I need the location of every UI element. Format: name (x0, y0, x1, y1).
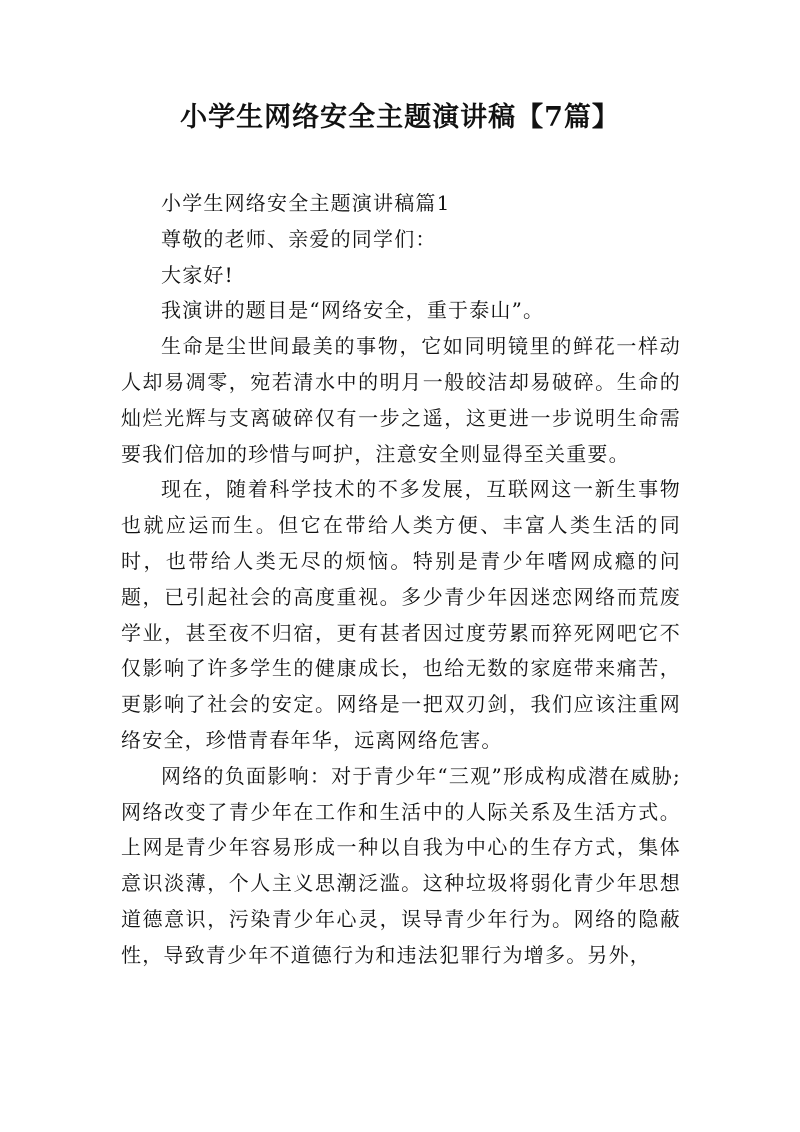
paragraph-life: 生命是尘世间最美的事物，它如同明镜里的鲜花一样动人却易凋零，宛若清水中的明月一般皎洁却易破碎。生命的灿烂光辉与支离破碎仅有一步之遥，这更进一步说明生命需要我们倍加的珍惜与呵护，注意安全则显得至关重要。 (121, 334, 681, 466)
paragraph-internet: 现在，随着科学技术的不多发展，互联网这一新生事物也就应运而生。但它在带给人类方便、丰富人类生活的同时，也带给人类无尽的烦恼。特别是青少年嗜网成瘾的问题，已引起社会的高度重视。多少青少年因迷恋网络而荒废学业，甚至夜不归宿，更有甚者因过度劳累而猝死网吧它不仅影响了许多学生的健康成长，也给无数的家庭带来痛苦，更影响了社会的安定。网络是一把双刃剑，我们应该注重网络安全，珍惜青春年华，远离网络危害。 (121, 477, 681, 752)
salutation: 尊敬的老师、亲爱的同学们： (161, 226, 437, 251)
speech-topic: 我演讲的题目是“网络安全，重于泰山”。 (161, 298, 545, 323)
document-title: 小学生网络安全主题演讲稿【7篇】 (180, 102, 620, 133)
section-heading: 小学生网络安全主题演讲稿篇1 (161, 191, 451, 215)
document-body (121, 186, 681, 974)
paragraph-negative-effects: 网络的负面影响：对于青少年“三观”形成构成潜在威胁;网络改变了青少年在工作和生活中的人际关系及生活方式。上网是青少年容易形成一种以自我为中心的生存方式，集体意识淡薄，个人主义思潮泛滥。这种垃圾将弱化青少年思想道德意识，污染青少年心灵，误导青少年行为。网络的隐蔽性，导致青少年不道德行为和违法犯罪行为增多。另外， (121, 763, 681, 967)
greeting: 大家好! (161, 262, 234, 287)
